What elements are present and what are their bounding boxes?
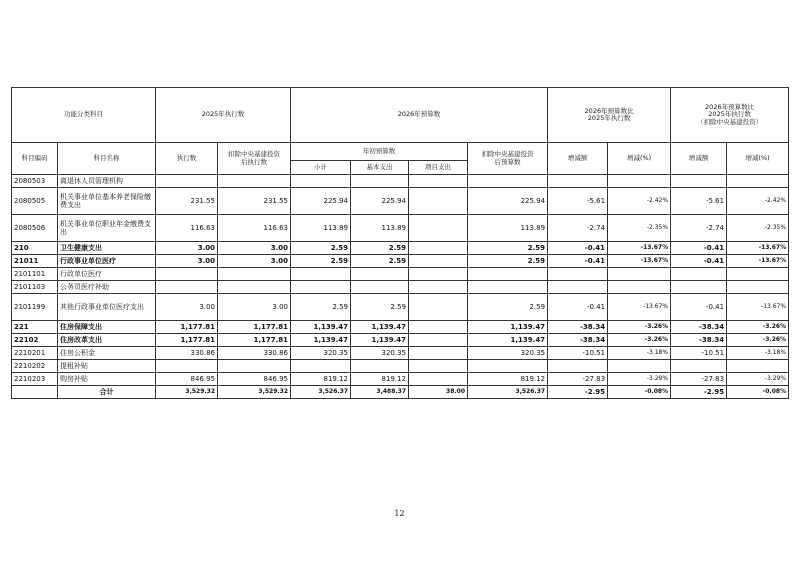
row-value-cell: 113.89: [351, 215, 409, 242]
row-value-cell: -2.74: [671, 215, 727, 242]
row-value-cell: 2.59: [351, 294, 409, 321]
row-value-cell: -5.61: [548, 188, 608, 215]
row-value-cell: -2.35%: [608, 215, 671, 242]
inc-pct-header: 增减(%): [608, 143, 671, 175]
row-value-cell: [608, 175, 671, 188]
row-value-cell: 819.12: [291, 373, 351, 386]
row-value-cell: -0.41: [671, 242, 727, 255]
cmpx-header-line2: 2025年执行数: [708, 110, 751, 119]
row-value-cell: 1,139.47: [291, 334, 351, 347]
row-name: 住房保障支出: [58, 321, 156, 334]
row-value-cell: 1,139.47: [291, 321, 351, 334]
row-value-cell: [468, 281, 548, 294]
table-row: [12, 360, 789, 373]
row-name: 机关事业单位职业年金缴费支出: [58, 215, 156, 242]
inc-amt-header-2: 增减额: [671, 143, 727, 175]
row-value-cell: -2.74: [548, 215, 608, 242]
row-name: 行政事业单位医疗: [58, 255, 156, 268]
row-value-cell: -0.41: [548, 242, 608, 255]
budget-excl-header: [468, 143, 548, 175]
row-code: 2101101: [12, 268, 58, 281]
budget-table: [11, 87, 789, 399]
row-code: 210: [12, 242, 58, 255]
row-value-cell: -3.26%: [727, 334, 789, 347]
row-value-cell: 225.94: [291, 188, 351, 215]
row-value-cell: [468, 175, 548, 188]
total-cell: 3,488.37: [351, 386, 409, 399]
row-value-cell: 846.95: [218, 373, 291, 386]
header-row-1: [12, 88, 789, 143]
row-value-cell: -2.42%: [608, 188, 671, 215]
subtotal-header: 小计: [291, 161, 351, 175]
row-value-cell: [156, 360, 218, 373]
row-value-cell: 3.00: [156, 255, 218, 268]
row-value-cell: 1,177.81: [218, 321, 291, 334]
table-row: [12, 175, 789, 188]
row-value-cell: [409, 255, 468, 268]
row-value-cell: 330.86: [156, 347, 218, 360]
row-value-cell: [409, 294, 468, 321]
row-value-cell: 1,177.81: [156, 334, 218, 347]
row-value-cell: -3.26%: [608, 321, 671, 334]
row-value-cell: -38.34: [548, 321, 608, 334]
exec-header: 执行数: [156, 143, 218, 175]
cmp-header: [548, 88, 671, 143]
row-code: 2080503: [12, 175, 58, 188]
table-row: [12, 321, 789, 334]
row-value-cell: 846.95: [156, 373, 218, 386]
row-value-cell: [727, 360, 789, 373]
row-value-cell: [409, 175, 468, 188]
row-value-cell: [409, 188, 468, 215]
row-code: 2080506: [12, 215, 58, 242]
page-number: 12: [394, 509, 405, 518]
row-value-cell: -3.29%: [727, 373, 789, 386]
row-value-cell: [156, 268, 218, 281]
row-value-cell: [468, 268, 548, 281]
row-value-cell: [608, 281, 671, 294]
total-cell: 3,526.37: [291, 386, 351, 399]
row-code: 2101103: [12, 281, 58, 294]
table-row: [12, 347, 789, 360]
row-value-cell: 2.59: [468, 294, 548, 321]
row-value-cell: [608, 360, 671, 373]
row-value-cell: [351, 175, 409, 188]
row-value-cell: -13.67%: [727, 294, 789, 321]
row-value-cell: -3.18%: [727, 347, 789, 360]
row-value-cell: [218, 360, 291, 373]
row-value-cell: [548, 175, 608, 188]
row-value-cell: [218, 268, 291, 281]
row-value-cell: [218, 175, 291, 188]
row-value-cell: [409, 281, 468, 294]
row-value-cell: [409, 334, 468, 347]
row-value-cell: -27.83: [548, 373, 608, 386]
total-cell: 3,526.37: [468, 386, 548, 399]
table-body: [12, 175, 789, 386]
total-cell: 3,529.32: [218, 386, 291, 399]
table-row: [12, 215, 789, 242]
table-row: [12, 334, 789, 347]
total-row: [12, 386, 789, 399]
row-value-cell: [671, 268, 727, 281]
row-name: 住房改革支出: [58, 334, 156, 347]
row-value-cell: -27.83: [671, 373, 727, 386]
row-value-cell: -2.42%: [727, 188, 789, 215]
row-value-cell: -3.26%: [727, 321, 789, 334]
row-value-cell: 1,139.47: [351, 334, 409, 347]
row-value-cell: [608, 268, 671, 281]
row-code: 2210203: [12, 373, 58, 386]
row-value-cell: 2.59: [351, 242, 409, 255]
row-value-cell: 1,139.47: [351, 321, 409, 334]
row-name: 购房补贴: [58, 373, 156, 386]
row-value-cell: -0.41: [671, 255, 727, 268]
row-value-cell: 320.35: [468, 347, 548, 360]
row-code: 21011: [12, 255, 58, 268]
row-value-cell: [548, 268, 608, 281]
inc-amt-header: 增减额: [548, 143, 608, 175]
row-value-cell: [727, 268, 789, 281]
row-value-cell: -38.34: [671, 334, 727, 347]
row-value-cell: [409, 268, 468, 281]
row-value-cell: [409, 373, 468, 386]
annual-budget-header: 年初预算数: [291, 143, 468, 161]
row-value-cell: 231.55: [218, 188, 291, 215]
row-value-cell: [409, 347, 468, 360]
row-value-cell: [351, 268, 409, 281]
row-value-cell: -3.26%: [608, 334, 671, 347]
row-value-cell: 2.59: [291, 255, 351, 268]
row-code: 22102: [12, 334, 58, 347]
project-header: 项目支出: [409, 161, 468, 175]
row-value-cell: 2.59: [291, 242, 351, 255]
row-value-cell: [351, 281, 409, 294]
func-class-header: 功能分类科目: [12, 88, 156, 143]
row-value-cell: 1,139.47: [468, 334, 548, 347]
row-value-cell: -0.41: [548, 255, 608, 268]
row-value-cell: 2.59: [468, 255, 548, 268]
row-value-cell: 3.00: [218, 242, 291, 255]
row-value-cell: -0.41: [671, 294, 727, 321]
row-value-cell: 225.94: [468, 188, 548, 215]
row-value-cell: 1,177.81: [156, 321, 218, 334]
row-value-cell: [727, 175, 789, 188]
row-value-cell: [351, 360, 409, 373]
total-cell: -0.08%: [727, 386, 789, 399]
row-name: 公务员医疗补助: [58, 281, 156, 294]
row-value-cell: -0.41: [548, 294, 608, 321]
row-value-cell: -10.51: [548, 347, 608, 360]
row-code: 2080505: [12, 188, 58, 215]
table-row: [12, 294, 789, 321]
row-code: 2210201: [12, 347, 58, 360]
cmpx-header: [671, 88, 789, 143]
row-value-cell: 819.12: [468, 373, 548, 386]
row-value-cell: [291, 268, 351, 281]
row-value-cell: [409, 215, 468, 242]
row-value-cell: 330.86: [218, 347, 291, 360]
total-cell: -0.08%: [608, 386, 671, 399]
table-row: [12, 268, 789, 281]
row-code: 221: [12, 321, 58, 334]
row-value-cell: 231.55: [156, 188, 218, 215]
total-cell: -2.95: [548, 386, 608, 399]
inc-pct-header-2: 增减(%): [727, 143, 789, 175]
row-value-cell: 1,177.81: [218, 334, 291, 347]
row-value-cell: [409, 360, 468, 373]
row-value-cell: -13.67%: [608, 294, 671, 321]
exec-excl-line2: 后执行数: [241, 157, 267, 166]
row-value-cell: [291, 360, 351, 373]
row-value-cell: [156, 175, 218, 188]
row-value-cell: 225.94: [351, 188, 409, 215]
row-value-cell: [218, 281, 291, 294]
exec-excl-header: [218, 143, 291, 175]
row-value-cell: [671, 360, 727, 373]
row-value-cell: -13.67%: [727, 242, 789, 255]
cmp-header-line1: 2026年预算数比: [584, 106, 634, 115]
row-value-cell: [291, 175, 351, 188]
budget-2026-header: 2026年预算数: [291, 88, 548, 143]
row-name: 行政单位医疗: [58, 268, 156, 281]
code-header: 科目编码: [12, 143, 58, 175]
row-value-cell: -38.34: [671, 321, 727, 334]
row-value-cell: 116.63: [156, 215, 218, 242]
row-code: 2210202: [12, 360, 58, 373]
row-value-cell: [409, 321, 468, 334]
row-value-cell: 320.35: [351, 347, 409, 360]
row-value-cell: -2.35%: [727, 215, 789, 242]
total-code-cell: [12, 386, 58, 399]
row-value-cell: 3.00: [156, 242, 218, 255]
name-header: 科目名称: [58, 143, 156, 175]
row-value-cell: 1,139.47: [468, 321, 548, 334]
row-value-cell: [671, 281, 727, 294]
budget-excl-line1: 扣除中央基建投资: [481, 150, 534, 159]
table-row: [12, 255, 789, 268]
row-value-cell: -5.61: [671, 188, 727, 215]
basic-header: 基本支出: [351, 161, 409, 175]
row-value-cell: 819.12: [351, 373, 409, 386]
row-value-cell: -13.67%: [608, 255, 671, 268]
row-value-cell: 3.00: [156, 294, 218, 321]
row-value-cell: [291, 281, 351, 294]
row-value-cell: 2.59: [351, 255, 409, 268]
row-name: 提租补贴: [58, 360, 156, 373]
row-value-cell: 2.59: [468, 242, 548, 255]
row-value-cell: [727, 281, 789, 294]
cmpx-header-line1: 2026年预算数比: [705, 102, 755, 111]
row-value-cell: [548, 281, 608, 294]
total-label: 合计: [58, 386, 156, 399]
row-value-cell: 113.89: [291, 215, 351, 242]
row-name: 其他行政事业单位医疗支出: [58, 294, 156, 321]
table-row: [12, 188, 789, 215]
row-value-cell: 2.59: [291, 294, 351, 321]
row-value-cell: [548, 360, 608, 373]
exec-excl-line1: 扣除中央基建投资: [228, 150, 280, 159]
row-value-cell: -38.34: [548, 334, 608, 347]
row-value-cell: 320.35: [291, 347, 351, 360]
budget-excl-line2: 后预算数: [494, 157, 521, 166]
row-value-cell: -13.67%: [727, 255, 789, 268]
row-value-cell: [468, 360, 548, 373]
row-value-cell: -13.67%: [608, 242, 671, 255]
row-name: 机关事业单位基本养老保险缴费支出: [58, 188, 156, 215]
row-name: 住房公积金: [58, 347, 156, 360]
row-name: 离退休人员管理机构: [58, 175, 156, 188]
row-name: 卫生健康支出: [58, 242, 156, 255]
table-row: [12, 281, 789, 294]
cmpx-header-line3: （扣除中央基建投资）: [697, 117, 763, 126]
row-value-cell: 113.89: [468, 215, 548, 242]
row-code: 2101199: [12, 294, 58, 321]
header-row-2: [12, 143, 789, 161]
cmp-header-line2: 2025年执行数: [587, 114, 631, 122]
table-row: [12, 373, 789, 386]
total-cell: 38.00: [409, 386, 468, 399]
row-value-cell: [156, 281, 218, 294]
row-value-cell: -3.18%: [608, 347, 671, 360]
exec-2025-header: 2025年执行数: [156, 88, 291, 143]
row-value-cell: [409, 242, 468, 255]
row-value-cell: -10.51: [671, 347, 727, 360]
row-value-cell: 3.00: [218, 255, 291, 268]
row-value-cell: 3.00: [218, 294, 291, 321]
total-cell: 3,529.32: [156, 386, 218, 399]
row-value-cell: 116.63: [218, 215, 291, 242]
row-value-cell: [671, 175, 727, 188]
row-value-cell: -3.29%: [608, 373, 671, 386]
table-row: [12, 242, 789, 255]
total-cell: -2.95: [671, 386, 727, 399]
